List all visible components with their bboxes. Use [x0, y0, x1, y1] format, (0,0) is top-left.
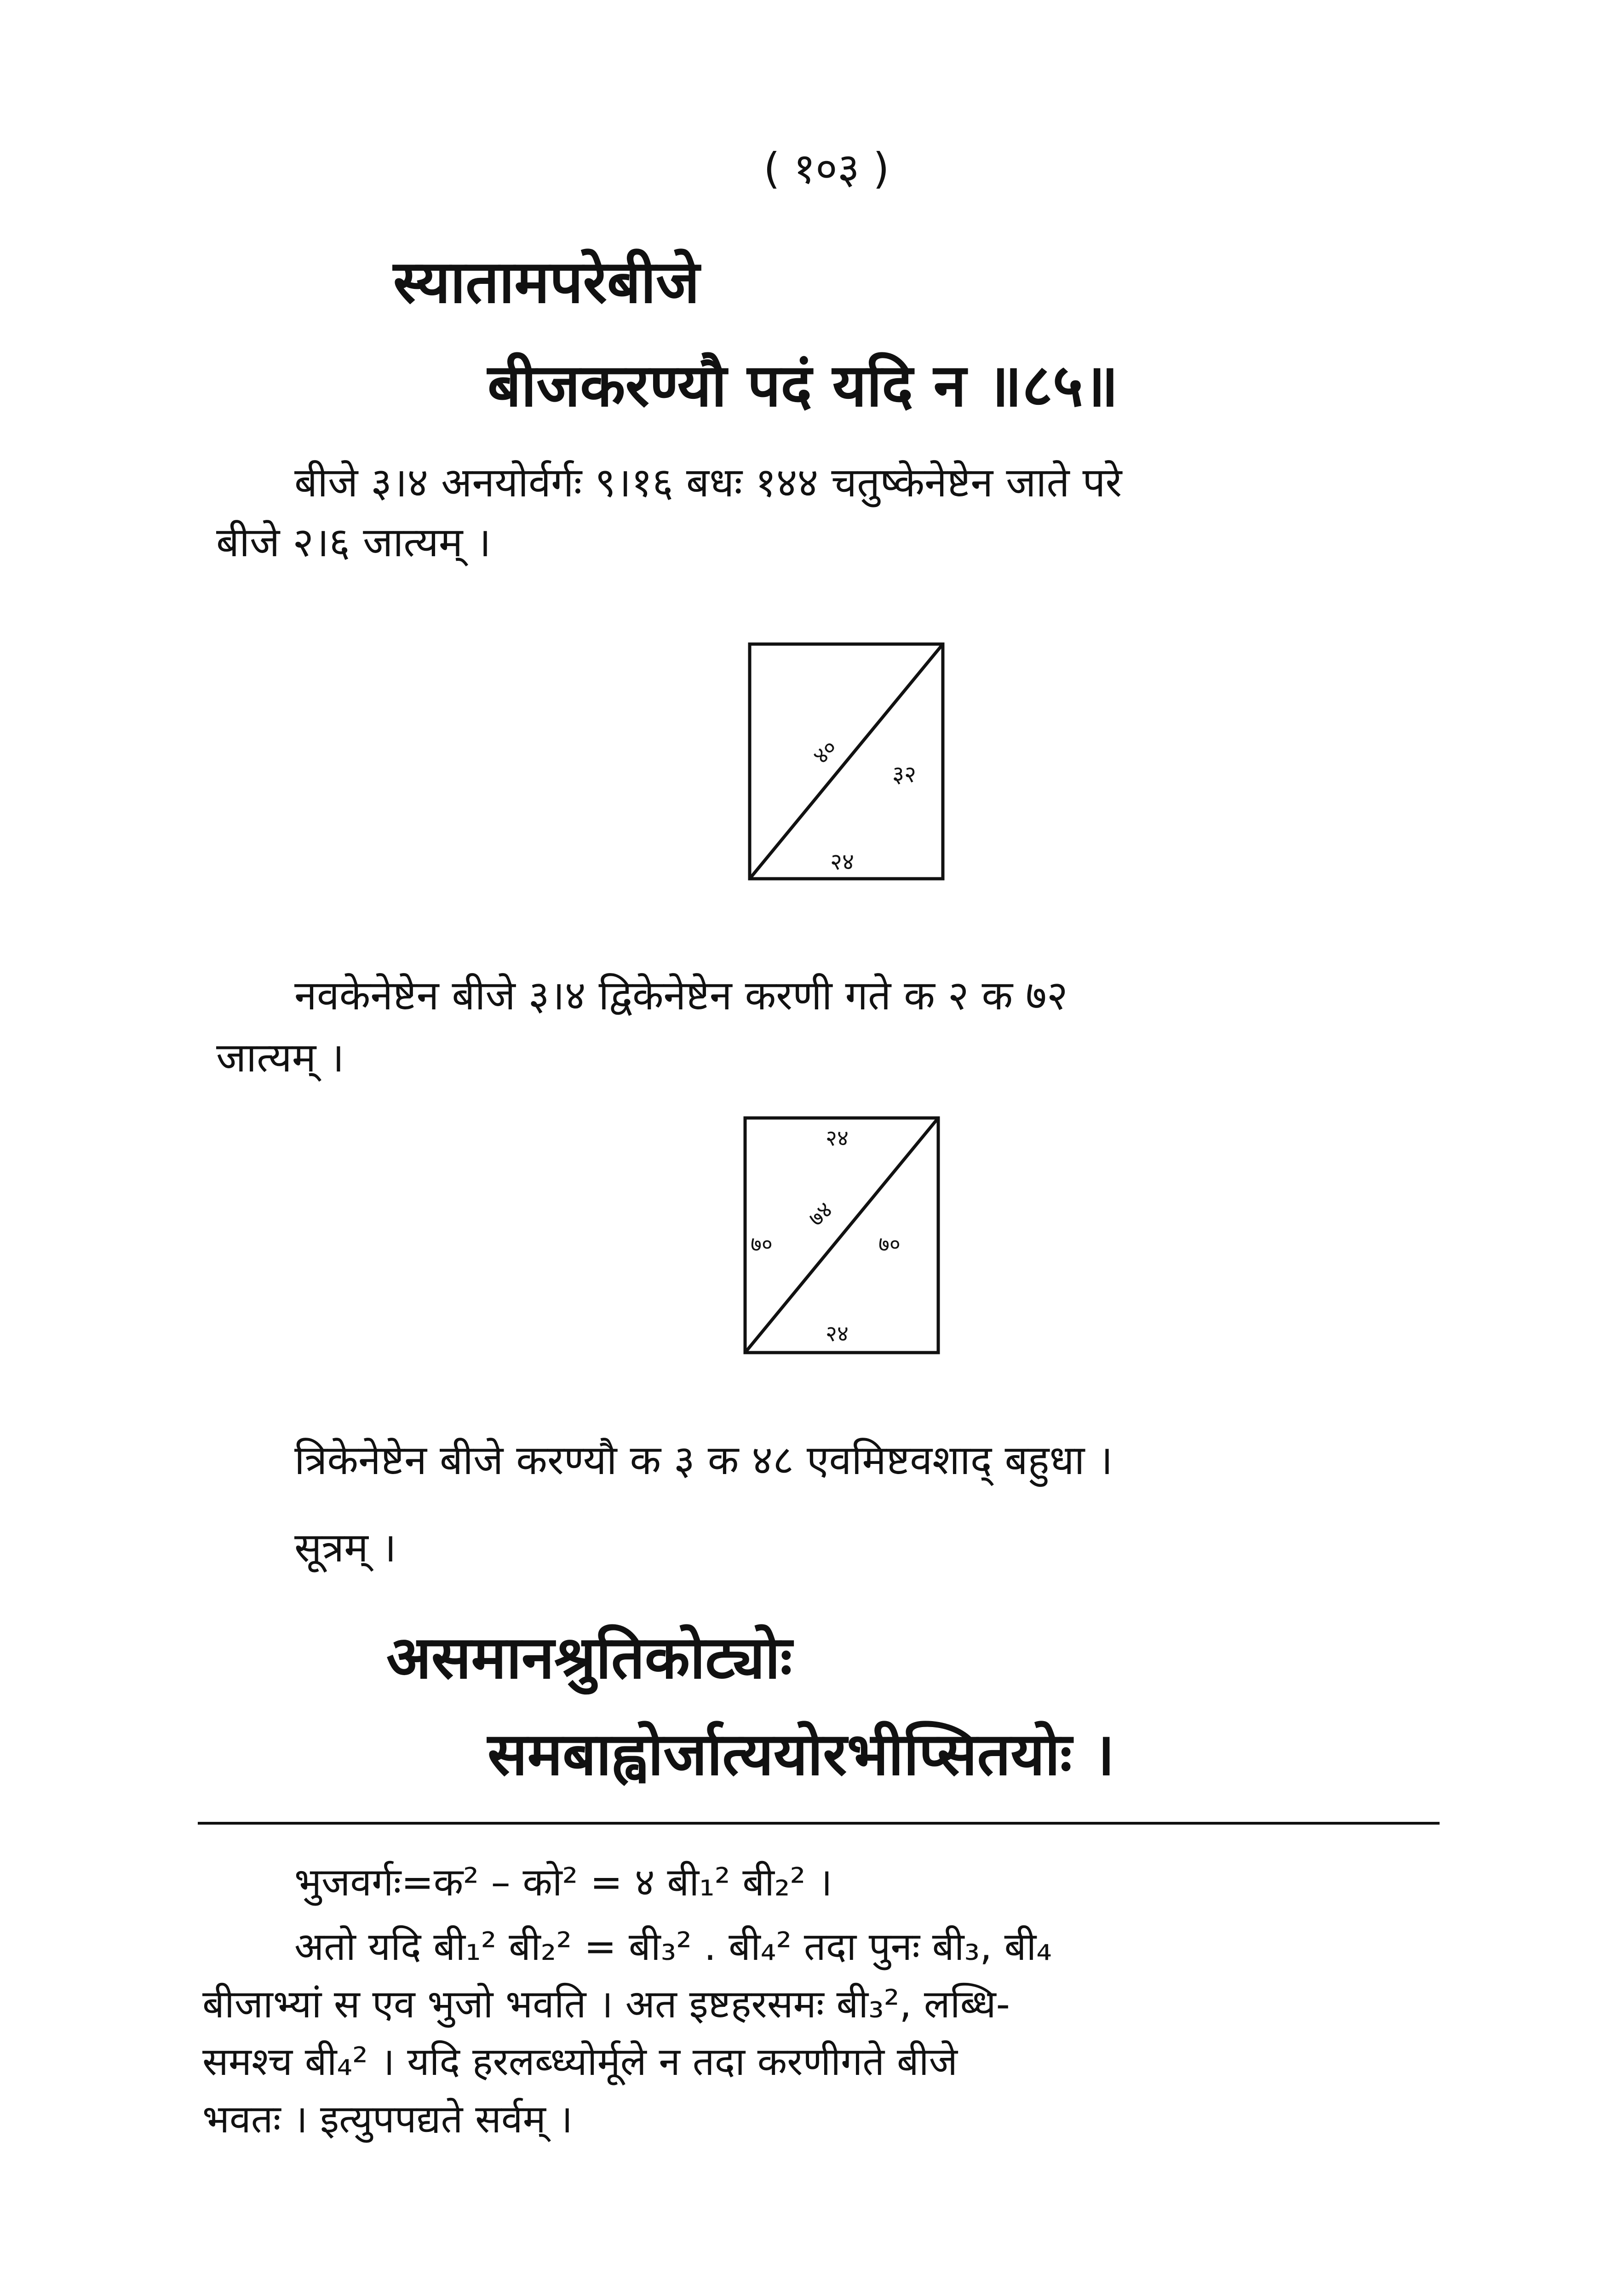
footnote-line-3: बीजाभ्यां स एव भुजो भवति । अत इष्टहरसमः बी₃², लब्धि-	[202, 1981, 1010, 2027]
diagram-2-right-label: ७०	[878, 1232, 901, 1256]
footnote-line-2: अतो यदि बी₁² बी₂² = बी₃² . बी₄² तदा पुनः बी₃, बी₄	[294, 1924, 1052, 1969]
diagram-1-right-label: ३२	[892, 761, 916, 788]
footnote-line-4: समश्च बी₄² । यदि हरलब्ध्योर्मूले न तदा करणीगते बीजे	[202, 2039, 958, 2084]
verse-1-line-2: बीजकरण्यौ पदं यदि न ॥८५॥	[488, 351, 1119, 420]
footnote-divider	[198, 1822, 1440, 1825]
verse-2-line-2: समबाह्वोर्जात्ययोरभीप्सितयोः ।	[488, 1720, 1115, 1789]
verse-2-line-1: असमानश्रुतिकोट्योः	[386, 1624, 792, 1692]
diagram-1-diagonal-label: ४०	[808, 734, 843, 769]
footnote-line-5: भवतः । इत्युपपद्यते सर्वम् ।	[202, 2097, 573, 2142]
triangle-diagram-2	[740, 1113, 943, 1362]
diagram-2-left-label: ७०	[751, 1232, 773, 1256]
paragraph-3: त्रिकेनेष्टेन बीजे करण्यौ क ३ क ४८ एवमिष्टवशाद् बहुधा ।	[294, 1436, 1113, 1484]
triangle-diagram-1	[745, 639, 947, 888]
footnote-line-1: भुजवर्गः=क² – को² = ४ बी₁² बी₂² ।	[294, 1860, 832, 1905]
diagram-2-top-label: २४	[826, 1125, 849, 1151]
diagram-2-diagonal-label: ७४	[803, 1197, 838, 1232]
paragraph-2-line-1: नवकेनेष्टेन बीजे ३।४ द्विकेनेष्टेन करणी गते क २ क ७२	[294, 972, 1068, 1019]
paragraph-1-line-1: बीजे ३।४ अनयोर्वर्गः ९।१६ बधः १४४ चतुष्केनेष्टेन जाते परे	[294, 459, 1122, 506]
diagram-2-bottom-label: २४	[826, 1321, 849, 1347]
diagram-1-bottom-label: २४	[830, 848, 854, 875]
sutra-label: सूत्रम् ।	[294, 1524, 397, 1571]
diagram-2-diagonal	[745, 1118, 938, 1353]
page-number: ( १०३ )	[763, 144, 889, 193]
paragraph-1-line-2: बीजे २।६ जात्यम् ।	[216, 518, 491, 566]
verse-1-line-1: स्यातामपरेबीजे	[393, 248, 700, 317]
paragraph-2-line-2: जात्यम् ।	[216, 1034, 344, 1081]
